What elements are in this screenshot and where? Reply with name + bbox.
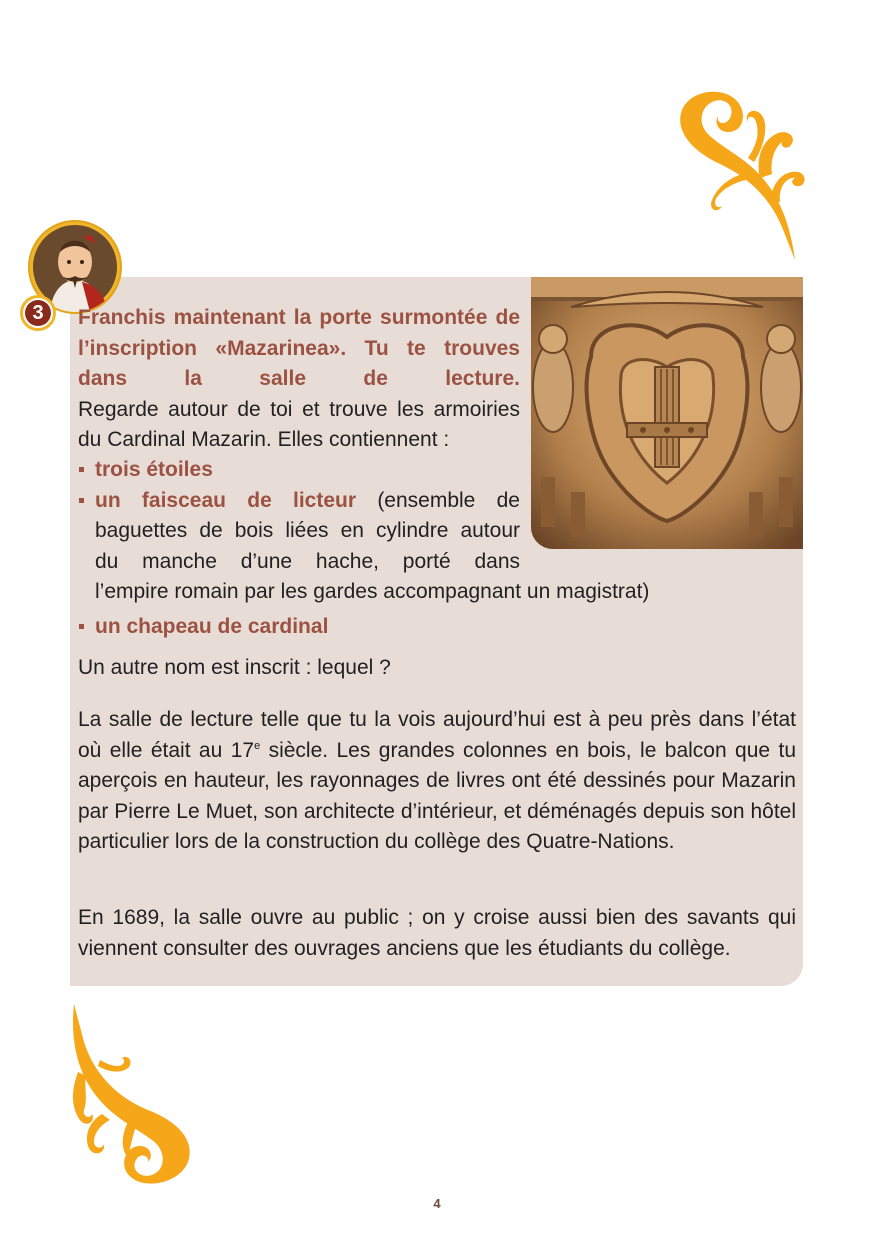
- ornament-bottom-left: [62, 1002, 212, 1187]
- paragraph-history: [78, 705, 796, 858]
- paragraph-text: siècle. Les grandes colonnes en bois, le balcon que tu aperçois en hauteur, les rayonnages de livres ont été dessinés pour Mazarin par Pierre Le Muet, son architecte d’intérieur, et déménagés depuis son hôtel particulier lors de la construction du collège des Quatre-Nations.: [78, 738, 796, 853]
- paragraph-text: La salle de lecture telle que tu la vois aujourd’hui est à peu près dans l’état où elle était au 17: [78, 708, 796, 762]
- list-item: [78, 486, 520, 517]
- intro-line-1: Regarde autour de toi et trouve les armoiries: [78, 397, 520, 421]
- list-item-label: un chapeau de cardinal: [95, 614, 329, 638]
- list-item-desc-line: baguettes de bois liées en cylindre autour: [95, 519, 520, 542]
- question: Un autre nom est inscrit : lequel ?: [78, 656, 391, 679]
- page-number: 4: [433, 1196, 441, 1211]
- list-item-desc-line: l’empire romain par les gardes accompagnant un magistrat): [95, 580, 650, 603]
- list-item-label: un faisceau de licteur: [95, 488, 357, 512]
- elements-list: [78, 455, 718, 642]
- list-item-label: trois étoiles: [95, 458, 213, 481]
- intro-instruction: Franchis maintenant la porte surmontée de l’inscription «Mazarinea». Tu te trouves dans la salle de lecture.: [78, 306, 520, 390]
- list-item-desc: (ensemble de: [377, 488, 520, 512]
- ornament-top-right: [660, 82, 810, 262]
- list-item: [78, 612, 718, 643]
- intro-line-2: du Cardinal Mazarin. Elles contiennent :: [78, 428, 450, 451]
- list-item: [78, 455, 718, 486]
- step-number-badge: [20, 295, 56, 331]
- step-number: 3: [25, 300, 51, 326]
- list-item-desc-line: du manche d’une hache, porté dans: [95, 549, 520, 573]
- paragraph-opening: En 1689, la salle ouvre au public ; on y croise aussi bien des savants qui viennent consulter des ouvrages anciens que les étudiants du collège.: [78, 906, 796, 960]
- superscript: e: [254, 739, 261, 752]
- intro-block: [78, 303, 520, 456]
